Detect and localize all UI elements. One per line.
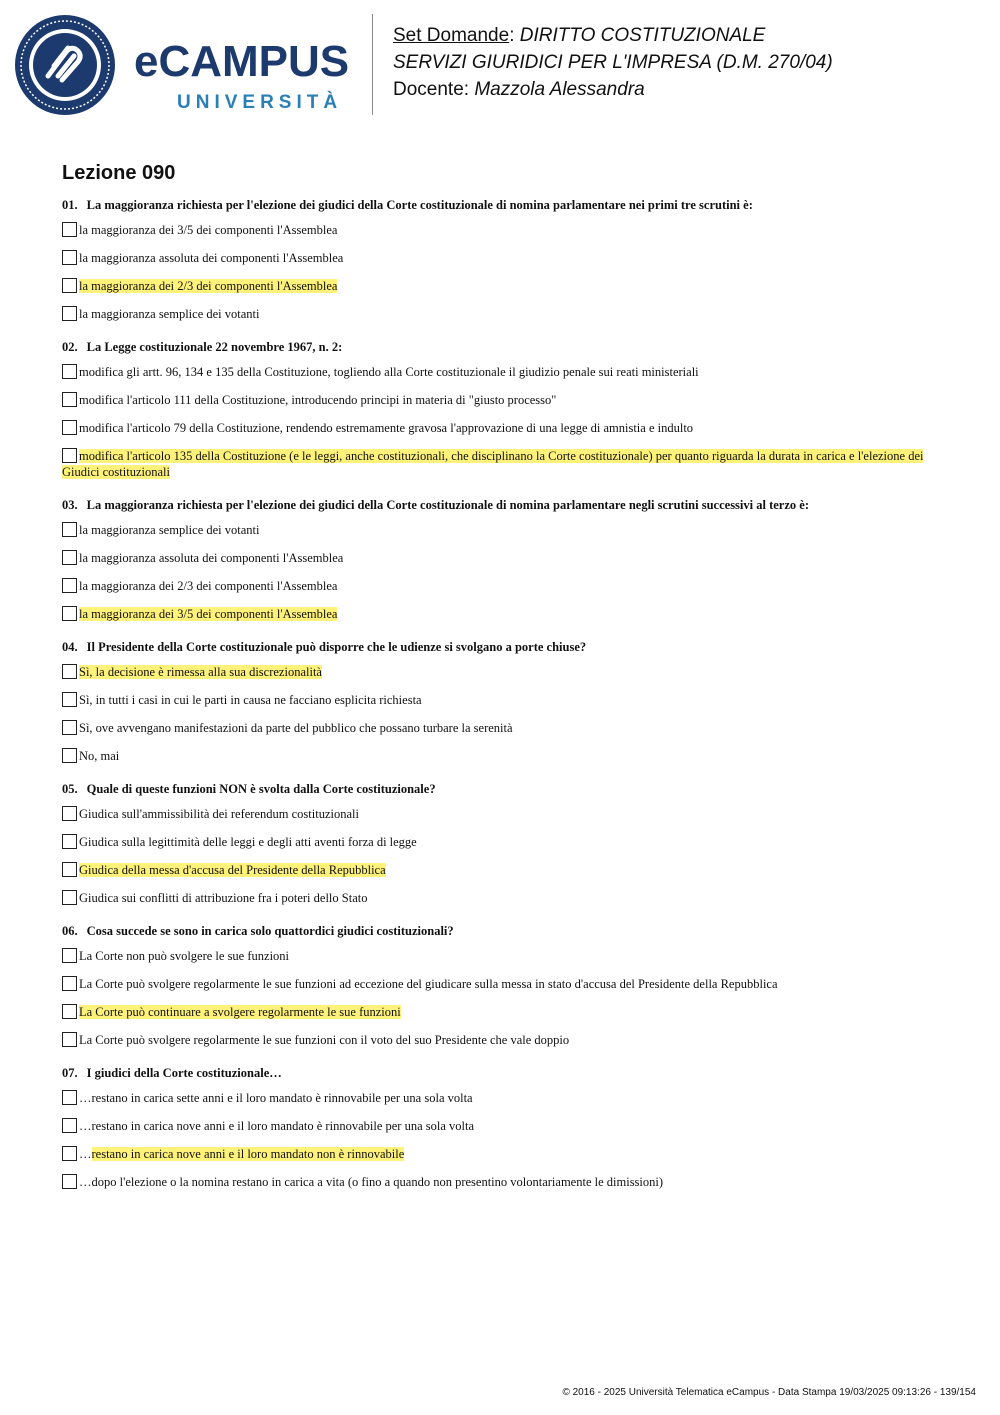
question-number: 01.: [62, 198, 78, 212]
answer-option: [62, 578, 938, 594]
question-label: Il Presidente della Corte costituzionale può disporre che le udienze si svolgano a porte chiuse?: [86, 640, 587, 654]
answer-checkbox[interactable]: [62, 250, 77, 265]
answer-text: Sì, in tutti i casi in cui le parti in causa ne facciano esplicita richiesta: [79, 693, 422, 707]
ecampus-logo: [14, 14, 359, 116]
page-footer: © 2016 - 2025 Università Telematica eCampus - Data Stampa 19/03/2025 09:13:26 - 139/154: [562, 1387, 976, 1398]
question-label: La Legge costituzionale 22 novembre 1967, n. 2:: [86, 340, 343, 354]
answer-option: [62, 222, 938, 238]
question-text: [62, 496, 938, 514]
question-label: Cosa succede se sono in carica solo quattordici giudici costituzionali?: [86, 924, 454, 938]
question-number: 07.: [62, 1066, 78, 1080]
question-number: 02.: [62, 340, 78, 354]
answer-option: [62, 522, 938, 538]
question-block: [62, 922, 938, 1048]
page-header: [0, 0, 1000, 130]
question-block: [62, 780, 938, 906]
answer-option: [62, 1118, 938, 1134]
answer-checkbox[interactable]: [62, 806, 77, 821]
answer-checkbox[interactable]: [62, 834, 77, 849]
question-text: [62, 1064, 938, 1082]
answer-checkbox[interactable]: [62, 306, 77, 321]
set-line: Set Domande: DIRITTO COSTITUZIONALE: [393, 25, 766, 46]
correct-answer-text: la maggioranza dei 2/3 dei componenti l'Assemblea: [79, 279, 338, 293]
answer-text: la maggioranza semplice dei votanti: [79, 523, 260, 537]
answer-text: …restano in carica sette anni e il loro mandato è rinnovabile per una sola volta: [79, 1091, 473, 1105]
answer-option: [62, 862, 938, 878]
question-text: [62, 196, 938, 214]
answer-option: [62, 890, 938, 906]
lesson-title: Lezione 090: [62, 162, 176, 184]
answer-option: [62, 1146, 938, 1162]
answer-text: Giudica sulla legittimità delle leggi e degli atti aventi forza di legge: [79, 835, 417, 849]
logo-wordmark: eCAMPUS: [134, 37, 350, 86]
question-text: [62, 922, 938, 940]
answer-option: [62, 606, 938, 622]
question-block: [62, 496, 938, 622]
answer-checkbox[interactable]: [62, 522, 77, 537]
question-label: La maggioranza richiesta per l'elezione dei giudici della Corte costituzionale di nomina parlamentare nei primi tre scrutini è:: [86, 198, 753, 212]
answer-text: la maggioranza assoluta dei componenti l'Assemblea: [79, 551, 344, 565]
teacher-label: Docente:: [393, 79, 470, 100]
answer-checkbox[interactable]: [62, 976, 77, 991]
header-info: [393, 22, 833, 103]
question-number: 05.: [62, 782, 78, 796]
answer-checkbox[interactable]: [62, 720, 77, 735]
question-block: [62, 338, 938, 480]
answer-option: [62, 1174, 938, 1190]
answer-checkbox[interactable]: [62, 278, 77, 293]
answer-checkbox[interactable]: [62, 420, 77, 435]
answer-checkbox[interactable]: [62, 606, 77, 621]
course-line: [393, 49, 833, 76]
teacher-name: Mazzola Alessandra: [474, 79, 645, 100]
correct-answer-text: modifica l'articolo 135 della Costituzione (e le leggi, anche costituzionali, che disciplinano la Corte costituzionale) per quanto riguarda la durata in carica e l'elezione dei Giudici costituzionali: [62, 449, 924, 479]
answer-checkbox[interactable]: [62, 748, 77, 763]
question-label: Quale di queste funzioni NON è svolta dalla Corte costituzionale?: [86, 782, 436, 796]
answer-option: [62, 720, 938, 736]
answer-option: [62, 1090, 938, 1106]
answer-text: la maggioranza assoluta dei componenti l'Assemblea: [79, 251, 344, 265]
answer-option: [62, 306, 938, 322]
question-block: [62, 1064, 938, 1190]
question-block: [62, 196, 938, 322]
answer-option: [62, 976, 938, 992]
answer-option: [62, 1004, 938, 1020]
answer-checkbox[interactable]: [62, 890, 77, 905]
course-name: SERVIZI GIURIDICI PER L'IMPRESA (D.M. 270/04): [393, 52, 833, 73]
university-seal-icon: [14, 14, 116, 116]
answer-text: modifica l'articolo 79 della Costituzione, rendendo estremamente gravosa l'approvazione di una legge di amnistia e indulto: [79, 421, 694, 435]
answer-checkbox[interactable]: [62, 1004, 77, 1019]
answer-option: [62, 748, 938, 764]
answer-checkbox[interactable]: [62, 948, 77, 963]
answer-text: modifica l'articolo 111 della Costituzione, introducendo principi in materia di "giusto processo": [79, 393, 557, 407]
answer-text: No, mai: [79, 749, 120, 763]
answer-option: [62, 392, 938, 408]
correct-answer-text: La Corte può continuare a svolgere regolarmente le sue funzioni: [79, 1005, 401, 1019]
answer-checkbox[interactable]: [62, 1032, 77, 1047]
logo-subtitle: UNIVERSITÀ: [177, 92, 343, 113]
answer-text: modifica gli artt. 96, 134 e 135 della Costituzione, togliendo alla Corte costituzionale il giudizio penale sui reati ministeriali: [79, 365, 699, 379]
question-text: [62, 338, 938, 356]
answer-checkbox[interactable]: [62, 364, 77, 379]
answer-checkbox[interactable]: [62, 222, 77, 237]
answer-text: la maggioranza dei 3/5 dei componenti l'Assemblea: [79, 223, 338, 237]
answer-option: [62, 250, 938, 266]
answer-option: [62, 1032, 938, 1048]
question-number: 06.: [62, 924, 78, 938]
answer-checkbox[interactable]: [62, 578, 77, 593]
answer-option: [62, 448, 938, 480]
answer-text: La Corte può svolgere regolarmente le sue funzioni ad eccezione del giudicare sulla messa in stato d'accusa del Presidente della Repubblica: [79, 977, 778, 991]
answer-text: …restano in carica nove anni e il loro mandato è rinnovabile per una sola volta: [79, 1119, 475, 1133]
answer-option: [62, 278, 938, 294]
answer-text: la maggioranza semplice dei votanti: [79, 307, 260, 321]
question-number: 04.: [62, 640, 78, 654]
answer-option: [62, 550, 938, 566]
answer-checkbox[interactable]: [62, 1118, 77, 1133]
answer-checkbox[interactable]: [62, 1146, 77, 1161]
answer-text: …dopo l'elezione o la nomina restano in carica a vita (o fino a quando non presentino volontariamente le dimissioni): [79, 1175, 664, 1189]
question-list: [62, 196, 938, 1206]
answer-text: Giudica sull'ammissibilità dei referendum costituzionali: [79, 807, 359, 821]
answer-text: Sì, ove avvengano manifestazioni da parte del pubblico che possano turbare la serenità: [79, 721, 513, 735]
answer-checkbox[interactable]: [62, 1090, 77, 1105]
correct-answer-text: Sì, la decisione è rimessa alla sua discrezionalità: [79, 665, 322, 679]
correct-answer-text: restano in carica nove anni e il loro mandato non è rinnovabile: [91, 1147, 405, 1161]
correct-answer-text: la maggioranza dei 3/5 dei componenti l'Assemblea: [79, 607, 338, 621]
answer-checkbox[interactable]: [62, 664, 77, 679]
answer-text: Giudica sui conflitti di attribuzione fra i poteri dello Stato: [79, 891, 368, 905]
answer-option: [62, 948, 938, 964]
answer-text: la maggioranza dei 2/3 dei componenti l'Assemblea: [79, 579, 338, 593]
answer-checkbox[interactable]: [62, 862, 77, 877]
set-value: DIRITTO COSTITUZIONALE: [519, 25, 766, 46]
teacher-line: [393, 76, 833, 103]
answer-checkbox[interactable]: [62, 1174, 77, 1189]
answer-text: La Corte può svolgere regolarmente le sue funzioni con il voto del suo Presidente che vale doppio: [79, 1033, 570, 1047]
question-text: [62, 638, 938, 656]
answer-option: [62, 806, 938, 822]
question-label: La maggioranza richiesta per l'elezione dei giudici della Corte costituzionale di nomina parlamentare negli scrutini successivi al terzo è:: [86, 498, 809, 512]
answer-text: La Corte non può svolgere le sue funzioni: [79, 949, 290, 963]
answer-option: [62, 364, 938, 380]
answer-checkbox[interactable]: [62, 392, 77, 407]
question-label: I giudici della Corte costituzionale…: [86, 1066, 282, 1080]
answer-prefix: …: [79, 1147, 92, 1161]
header-divider: [372, 14, 373, 115]
correct-answer-text: Giudica della messa d'accusa del Presidente della Repubblica: [79, 863, 386, 877]
set-label: Set Domande: [393, 25, 510, 46]
answer-option: [62, 692, 938, 708]
question-text: [62, 780, 938, 798]
answer-checkbox[interactable]: [62, 550, 77, 565]
answer-checkbox[interactable]: [62, 448, 77, 463]
answer-checkbox[interactable]: [62, 692, 77, 707]
question-number: 03.: [62, 498, 78, 512]
question-block: [62, 638, 938, 764]
answer-option: [62, 420, 938, 436]
answer-option: [62, 664, 938, 680]
answer-option: [62, 834, 938, 850]
